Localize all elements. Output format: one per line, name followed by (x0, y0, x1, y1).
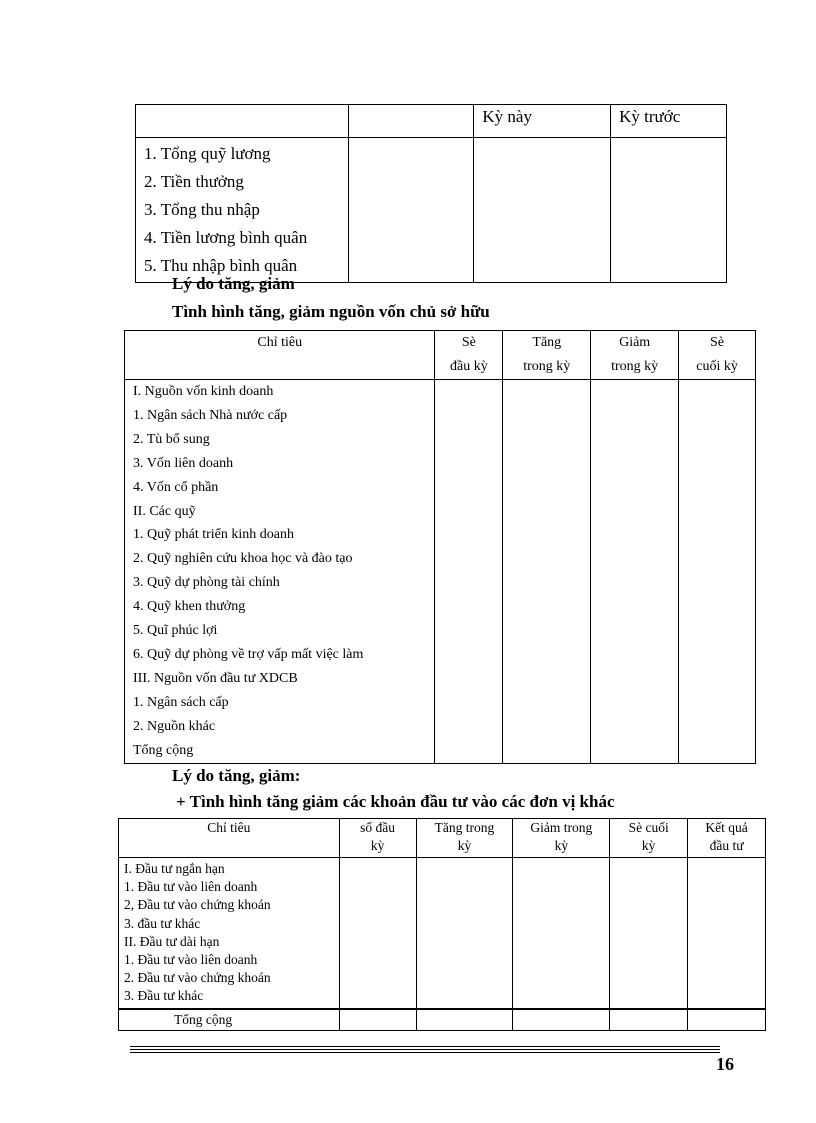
value-cell (688, 858, 766, 1009)
value-cell (339, 858, 416, 1009)
equity-table-body (125, 380, 756, 764)
row-label: 2. Nguồn khác (133, 718, 216, 734)
value-cell (474, 138, 611, 283)
heading-investment: + Tình hình tăng giảm các khoản đầu tư vào các đơn vị khác (176, 792, 615, 811)
header-line: kỳ (370, 838, 385, 853)
page-number: 16 (716, 1054, 734, 1074)
row-label: 2, Đầu tư vào chứng khoán (124, 897, 271, 913)
value-cell (610, 1009, 688, 1031)
header-cell (610, 819, 688, 858)
row-label: 3. Vốn liên doanh (133, 455, 234, 471)
row-label: 3. Đầu tư khác (124, 988, 204, 1004)
header-cell (348, 105, 474, 138)
row-label: 5. Quĩ phúc lợi (133, 623, 218, 639)
row-label: 4. Vốn cổ phần (133, 479, 219, 495)
row-label: 3. đầu tư khác (124, 915, 201, 931)
header-line: kỳ (554, 838, 569, 853)
salary-table (135, 104, 727, 283)
row-label: 1. Quỹ phát triển kinh doanh (133, 527, 294, 543)
value-cell (513, 858, 610, 1009)
value-cell (416, 1009, 513, 1031)
investment-table (118, 818, 766, 1031)
footer-divider (130, 1052, 720, 1053)
header-line: kỳ (457, 838, 472, 853)
row-label: 3. Quỹ dự phòng tài chính (133, 575, 280, 591)
footer-divider (130, 1046, 720, 1047)
row-label: 5. Thu nhập bình quân (144, 256, 298, 275)
row-label: Tổng cộng (133, 742, 194, 758)
header-cell (679, 331, 756, 380)
row-label: III. Nguồn vốn đầu tư XDCB (133, 670, 298, 686)
row-label: 1. Ngân sách cấp (133, 694, 229, 710)
row-label: 1. Đầu tư vào liên doanh (124, 952, 258, 968)
header-cell (503, 331, 591, 380)
header-line: Giảm (619, 335, 651, 350)
row-label: 2. Tiền thưởng (144, 172, 244, 191)
row-label: II. Các quỹ (133, 503, 196, 519)
header-cell (339, 819, 416, 858)
header-line: cuối kỳ (696, 359, 738, 374)
header-line: kỳ (641, 838, 656, 853)
value-cell (513, 1009, 610, 1031)
value-cell (591, 380, 679, 764)
header-line: Sè (461, 335, 476, 350)
value-cell (610, 858, 688, 1009)
row-label: II. Đầu tư dài hạn (124, 933, 220, 949)
value-cell (503, 380, 591, 764)
total-row (119, 1009, 766, 1031)
header-cell: Kỳ trước (611, 105, 727, 138)
header-label: Chỉ tiêu (207, 820, 251, 835)
value-cell (688, 1009, 766, 1031)
heading-equity: Tình hình tăng, giảm nguồn vốn chủ sở hữu (172, 302, 490, 321)
row-label: 1. Tổng quỹ lương (144, 144, 271, 163)
row-labels (125, 380, 435, 764)
header-label: Chỉ tiêu (257, 335, 303, 350)
header-cell (136, 105, 349, 138)
investment-table-header (119, 819, 766, 858)
header-cell: Kỳ này (474, 105, 611, 138)
row-label: 1. Đầu tư vào liên doanh (124, 879, 258, 895)
header-line: Tăng trong (434, 820, 495, 835)
salary-table-header (136, 105, 727, 138)
header-line: Sè (710, 335, 725, 350)
header-cell (688, 819, 766, 858)
value-cell (416, 858, 513, 1009)
row-label: 3. Tổng thu nhập (144, 200, 260, 219)
header-cell (119, 819, 340, 858)
equity-table (124, 330, 756, 764)
value-cell (339, 1009, 416, 1031)
row-label: 6. Quỹ dự phòng về trợ vấp mất việc làm (133, 646, 364, 662)
row-label: 2. Quỹ nghiên cứu khoa học và đào tạo (133, 551, 353, 567)
value-cell (348, 138, 474, 283)
row-label: 2. Đầu tư vào chứng khoán (124, 970, 271, 986)
row-label: 4. Quỹ khen thưởng (133, 599, 246, 615)
header-cell (435, 331, 503, 380)
header-line: Tăng (532, 335, 562, 350)
header-line: trong kỳ (523, 359, 571, 374)
header-cell (591, 331, 679, 380)
row-label: 4. Tiền lương bình quân (144, 228, 308, 247)
header-line: Giảm trong (530, 820, 593, 835)
row-labels (136, 138, 349, 283)
header-cell (416, 819, 513, 858)
row-label: I. Đầu tư ngắn hạn (124, 861, 225, 876)
header-line: Sè cuối (628, 820, 669, 835)
header-line: đầu kỳ (450, 359, 488, 374)
header-cell (125, 331, 435, 380)
header-line: trong kỳ (611, 359, 659, 374)
header-cell (513, 819, 610, 858)
header-line: Kết quả (705, 820, 748, 835)
footer-divider (130, 1049, 720, 1050)
equity-table-header (125, 331, 756, 380)
heading-reason: Lý do tăng, giảm (172, 274, 295, 293)
value-cell (611, 138, 727, 283)
heading-reason-2: Lý do tăng, giảm: (172, 766, 301, 785)
value-cell (679, 380, 756, 764)
total-label: Tổng cộng (119, 1009, 340, 1031)
value-cell (435, 380, 503, 764)
salary-table-body (136, 138, 727, 283)
row-labels (119, 858, 340, 1009)
header-line: đầu tư (709, 838, 744, 853)
row-label: 2. Tù bổ sung (133, 431, 210, 447)
row-label: 1. Ngân sách Nhà nước cấp (133, 407, 288, 423)
header-line: số đầu (360, 820, 396, 835)
investment-table-body (119, 858, 766, 1009)
row-label: I. Nguồn vốn kinh doanh (133, 384, 274, 399)
